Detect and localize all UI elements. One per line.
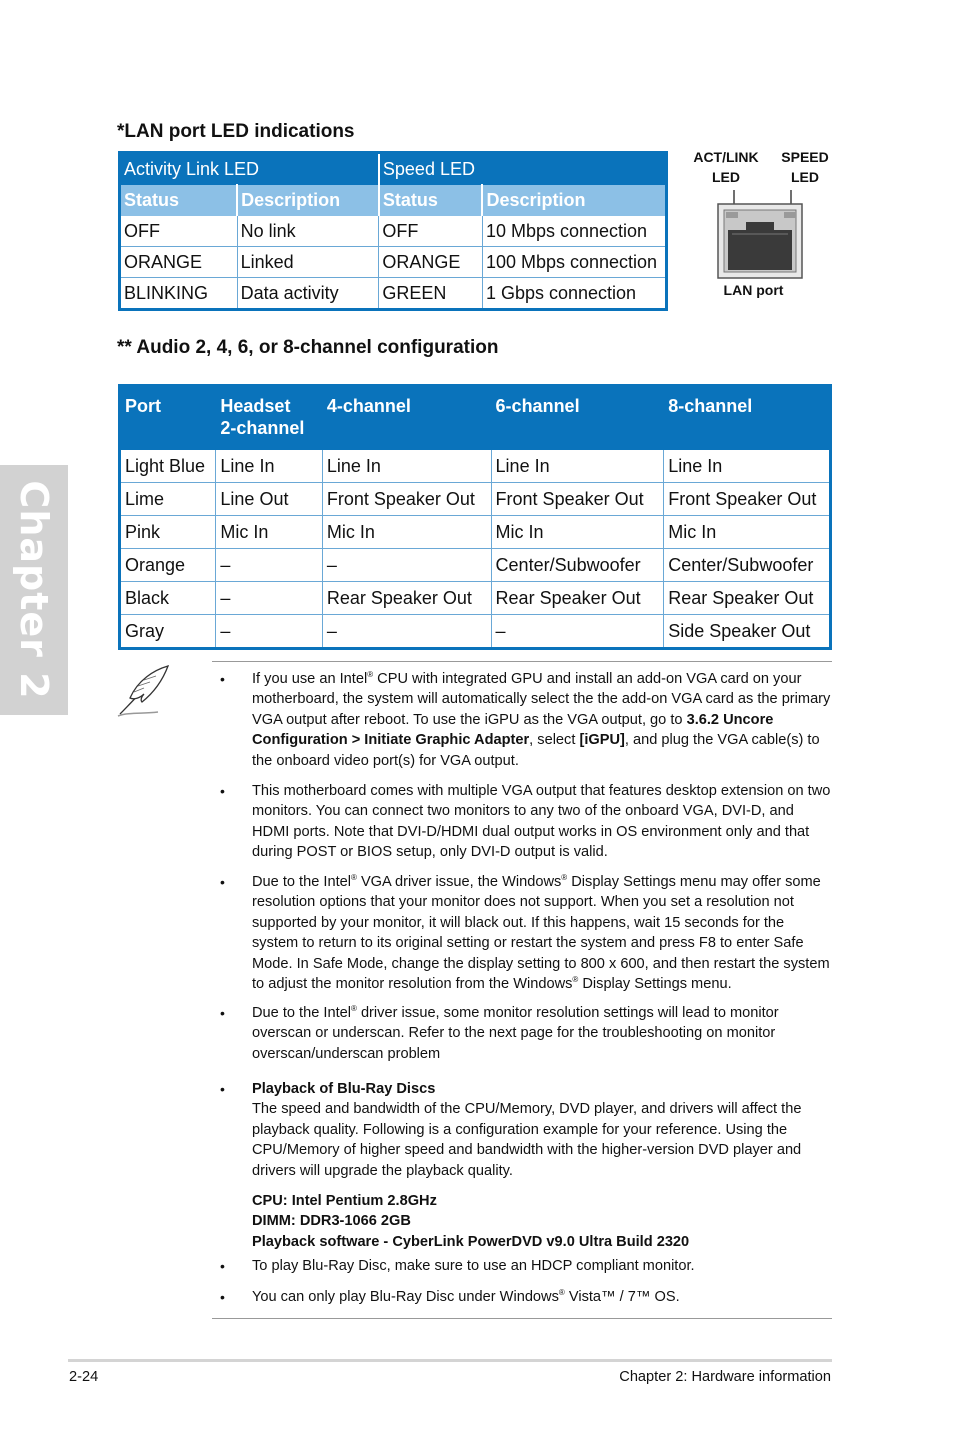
note-bullet: • xyxy=(220,874,225,890)
table-cell: Mic In xyxy=(322,516,491,549)
table-cell: OFF xyxy=(379,216,483,247)
note-bullet: • xyxy=(220,1289,225,1305)
table-cell: Black xyxy=(120,582,216,615)
table-cell: Rear Speaker Out xyxy=(322,582,491,615)
note-bullet: • xyxy=(220,783,225,799)
table-cell: Mic In xyxy=(664,516,831,549)
table-cell: Center/Subwoofer xyxy=(491,549,664,582)
registered-mark: ® xyxy=(572,975,579,985)
note-text: If you use an Intel xyxy=(252,671,368,687)
table-row xyxy=(120,450,831,483)
table-cell: Line In xyxy=(491,450,664,483)
config-dimm: DIMM: DDR3-1066 2GB xyxy=(252,1213,411,1230)
table-cell: Front Speaker Out xyxy=(664,483,831,516)
subheader-status: Status xyxy=(120,185,238,216)
table-cell: Light Blue xyxy=(120,450,216,483)
act-link-led-label xyxy=(688,147,764,187)
table-row xyxy=(120,615,831,649)
footer-chapter-title: Chapter 2: Hardware information xyxy=(619,1369,831,1385)
audio-header-row xyxy=(120,386,831,450)
audio-config-table xyxy=(118,384,832,650)
header-speed-led: Speed LED xyxy=(379,153,667,185)
note-bullet: • xyxy=(220,1081,225,1097)
table-cell: 1 Gbps connection xyxy=(482,278,666,310)
table-row xyxy=(120,278,667,310)
table-cell: ORANGE xyxy=(379,247,483,278)
table-cell: – xyxy=(216,549,322,582)
table-row xyxy=(120,582,831,615)
note-text: Vista™ / 7™ OS. xyxy=(564,1289,680,1305)
config-cpu: CPU: Intel Pentium 2.8GHz xyxy=(252,1193,437,1209)
lan-led-table xyxy=(118,151,668,311)
table-cell: 10 Mbps connection xyxy=(482,216,666,247)
table-cell: Front Speaker Out xyxy=(322,483,491,516)
table-cell: Line In xyxy=(322,450,491,483)
table-cell: Line In xyxy=(216,450,322,483)
note-text: Display Settings menu. xyxy=(578,976,732,993)
feather-note-icon xyxy=(114,662,174,720)
header-headset-2-channel xyxy=(216,386,322,450)
lan-group-header-row xyxy=(120,153,667,185)
audio-config-heading: ** Audio 2, 4, 6, or 8-channel configuration xyxy=(117,337,499,358)
table-cell: Lime xyxy=(120,483,216,516)
table-cell: BLINKING xyxy=(120,278,238,310)
note-bold-text: [iGPU] xyxy=(579,732,625,749)
table-cell: No link xyxy=(237,216,379,247)
note-multi-vga: This motherboard comes with multiple VGA output that features desktop extension on two monitors. You can connect two monitors to any two of the onboard VGA, DVI-D, and HDMI ports. Note that DVI-D/HDMI dual output works in OS environment only and that during POST or BIOS setup, only DVI-D output is valid. xyxy=(252,783,831,861)
table-cell: 100 Mbps connection xyxy=(482,247,666,278)
notes-top-divider xyxy=(212,661,832,662)
note-text: , and plug the VGA cable(s) to the onboard video port(s) for VGA output. xyxy=(252,732,820,769)
note-text: You can only play Blu-Ray Disc under Windows xyxy=(252,1289,559,1305)
note-hdcp: To play Blu-Ray Disc, make sure to use an HDCP compliant monitor. xyxy=(252,1258,695,1274)
note-text: , select xyxy=(529,732,580,749)
note-text: Due to the Intel xyxy=(252,874,351,890)
note-text: Display Settings menu may offer some resolution options that your monitor does not support. When you set a resolution not supported by your monitor, it will black out. If this happens, wait 15 seconds for the system to return to its original setting or restart the system and press F8 to enter Safe Mode. In Safe Mode, change the display setting to 800 x 600, and then restart the system to adjust the monitor resolution from the Windows xyxy=(252,874,830,993)
chapter-tab-label: Chapter 2 xyxy=(12,480,56,700)
note-bullet: • xyxy=(220,1005,225,1021)
subheader-description: Description xyxy=(237,185,379,216)
header-activity-link-led: Activity Link LED xyxy=(120,153,379,185)
note-bold-text: 3.6.2 Uncore Configuration > Initiate Graphic Adapter xyxy=(252,711,774,749)
note-bullet: • xyxy=(220,671,225,687)
table-row xyxy=(120,247,667,278)
config-software: Playback software - CyberLink PowerDVD v9.0 Ultra Build 2320 xyxy=(252,1233,690,1250)
table-cell: Line In xyxy=(664,450,831,483)
table-row xyxy=(120,516,831,549)
registered-mark: ® xyxy=(350,873,357,883)
table-cell: Center/Subwoofer xyxy=(664,549,831,582)
lan-sub-header-row xyxy=(120,185,667,216)
table-cell: Linked xyxy=(237,247,379,278)
subheader-description: Description xyxy=(482,185,666,216)
table-cell: Mic In xyxy=(216,516,322,549)
table-cell: – xyxy=(216,582,322,615)
table-cell: Line Out xyxy=(216,483,322,516)
chapter-side-tab xyxy=(0,465,68,715)
page-number: 2-24 xyxy=(69,1369,99,1385)
speed-label-line2: LED xyxy=(791,169,819,185)
table-cell: – xyxy=(322,615,491,649)
note-igpu xyxy=(252,669,834,771)
table-row xyxy=(120,483,831,516)
note-resolution xyxy=(252,872,834,994)
table-cell: – xyxy=(322,549,491,582)
table-cell: ORANGE xyxy=(120,247,238,278)
table-cell: Front Speaker Out xyxy=(491,483,664,516)
note-text: VGA driver issue, the Windows xyxy=(356,874,562,890)
note-windows-version xyxy=(252,1287,834,1307)
header-headset-line2: 2-channel xyxy=(220,418,305,438)
note-text: The speed and bandwidth of the CPU/Memory, DVD player, and drivers will affect the playback quality. Following is a configuration example for your reference. Using the CPU/Memory of higher speed and bandwidth with the higher-version DVD player and drivers will upgrade the playback quality. xyxy=(252,1101,802,1179)
lan-port-icon xyxy=(714,190,806,282)
note-text: CPU with integrated GPU and install an add-on VGA card on your motherboard, the system will automatically select the the add-on VGA card as the primary VGA output after reboot. To use the iGPU as the VGA output, go to xyxy=(252,671,831,728)
table-row xyxy=(120,549,831,582)
table-cell: OFF xyxy=(120,216,238,247)
bluray-config-example xyxy=(252,1191,834,1252)
note-bluray-playback xyxy=(252,1079,834,1181)
table-cell: Side Speaker Out xyxy=(664,615,831,649)
table-cell: Data activity xyxy=(237,278,379,310)
subheader-status: Status xyxy=(379,185,483,216)
table-cell: – xyxy=(216,615,322,649)
table-row xyxy=(120,216,667,247)
table-cell: Rear Speaker Out xyxy=(491,582,664,615)
footer-divider xyxy=(68,1359,832,1362)
header-4-channel: 4-channel xyxy=(322,386,491,450)
table-cell: Pink xyxy=(120,516,216,549)
registered-mark: ® xyxy=(350,1004,357,1014)
table-cell: Gray xyxy=(120,615,216,649)
speed-label-line1: SPEED xyxy=(781,149,829,165)
note-text: driver issue, some monitor resolution settings will lead to monitor overscan or underscan. Refer to the next page for the troubleshooting on monitor overscan/underscan problem xyxy=(252,1005,779,1062)
table-cell: Orange xyxy=(120,549,216,582)
registered-mark: ® xyxy=(558,1288,565,1298)
note-overscan xyxy=(252,1003,834,1064)
table-cell: – xyxy=(491,615,664,649)
header-port: Port xyxy=(120,386,216,450)
note-text: Due to the Intel xyxy=(252,1005,351,1021)
header-headset-line1: Headset xyxy=(220,396,291,416)
notes-bottom-divider xyxy=(212,1318,832,1319)
act-link-label-line1: ACT/LINK xyxy=(693,149,759,165)
header-8-channel: 8-channel xyxy=(664,386,831,450)
table-cell: GREEN xyxy=(379,278,483,310)
lan-port-label: LAN port xyxy=(723,282,784,298)
act-link-label-line2: LED xyxy=(712,169,740,185)
speed-led-label xyxy=(773,147,837,187)
table-cell: Mic In xyxy=(491,516,664,549)
note-bullet: • xyxy=(220,1258,225,1274)
note-bold-title: Playback of Blu-Ray Discs xyxy=(252,1081,436,1097)
lan-led-heading: *LAN port LED indications xyxy=(117,121,355,142)
table-cell: Rear Speaker Out xyxy=(664,582,831,615)
registered-mark: ® xyxy=(367,670,374,680)
registered-mark: ® xyxy=(561,873,568,883)
header-6-channel: 6-channel xyxy=(491,386,664,450)
